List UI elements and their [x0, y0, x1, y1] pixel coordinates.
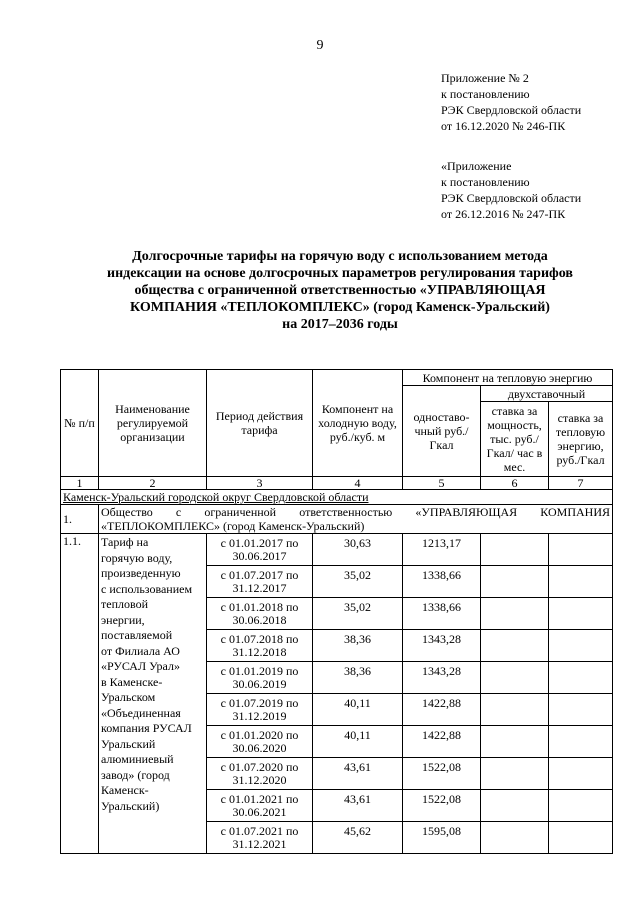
column-number: 2 — [99, 477, 207, 490]
capacity-rate-value — [481, 566, 549, 598]
single-rate-value: 1595,08 — [403, 822, 481, 854]
energy-rate-value — [549, 662, 613, 694]
energy-rate-value — [549, 630, 613, 662]
header-two-rate: двухставочный — [481, 386, 613, 402]
tariff-description-line: произведенную — [101, 566, 181, 580]
column-number: 7 — [549, 477, 613, 490]
tariff-description-line: энергии, — [101, 612, 145, 627]
period-to: 31.12.2020 — [232, 772, 287, 787]
title-line: общества с ограниченной ответственностью «УПРАВЛЯЮЩАЯ — [134, 283, 546, 298]
tariff-description-line: тепловой — [101, 597, 148, 611]
capacity-rate-value — [481, 598, 549, 630]
period-to: 31.12.2019 — [232, 708, 287, 723]
cold-water-value: 38,36 — [313, 662, 403, 694]
tariff-description-line: в Каменске- — [101, 674, 163, 689]
period-from: с 01.01.2018 по — [220, 599, 299, 614]
header-cold-water: Компонент на холодную воду, руб./куб. м — [313, 370, 403, 477]
column-number: 4 — [313, 477, 403, 490]
energy-rate-value — [549, 534, 613, 566]
annex-line: от 16.12.2020 № 246-ПК — [441, 119, 566, 133]
document-title — [60, 248, 620, 333]
period-cell — [207, 726, 313, 758]
single-rate-value: 1213,17 — [403, 534, 481, 566]
tariff-description-line: поставляемой — [101, 628, 173, 642]
capacity-rate-value — [481, 534, 549, 566]
period-cell — [207, 694, 313, 726]
capacity-rate-value — [481, 758, 549, 790]
single-rate-value: 1422,88 — [403, 694, 481, 726]
energy-rate-value — [549, 598, 613, 630]
period-from: с 01.01.2021 по — [220, 791, 299, 806]
period-cell — [207, 598, 313, 630]
energy-rate-value — [549, 758, 613, 790]
period-from: с 01.07.2019 по — [220, 695, 299, 710]
period-to: 31.12.2021 — [232, 836, 287, 851]
single-rate-value: 1338,66 — [403, 566, 481, 598]
annex-line: к постановлению — [441, 175, 530, 189]
period-to: 30.06.2021 — [232, 804, 287, 819]
energy-rate-value — [549, 694, 613, 726]
period-to: 31.12.2017 — [232, 580, 287, 595]
tariff-description-line: Уральский) — [101, 798, 160, 813]
capacity-rate-value — [481, 822, 549, 854]
period-to: 30.06.2017 — [232, 548, 287, 563]
period-to: 31.12.2018 — [232, 644, 287, 659]
column-number: 3 — [207, 477, 313, 490]
period-cell — [207, 566, 313, 598]
period-cell — [207, 630, 313, 662]
tariff-description-line: завод» (город — [101, 767, 170, 782]
title-line: КОМПАНИЯ «ТЕПЛОКОМПЛЕКС» (город Каменск-Уральский) — [130, 300, 550, 315]
energy-rate-value — [549, 822, 613, 854]
org-name-line: «ТЕПЛОКОМПЛЕКС» (город Каменск-Уральский) — [101, 519, 365, 533]
tariff-description-line: «РУСАЛ Урал» — [101, 659, 180, 673]
single-rate-value: 1343,28 — [403, 662, 481, 694]
tariff-table — [60, 369, 613, 854]
column-number: 5 — [403, 477, 481, 490]
cold-water-value: 40,11 — [313, 726, 403, 758]
table-row — [61, 534, 613, 566]
tariff-description-line: с использованием — [101, 581, 193, 596]
annex-line: от 26.12.2016 № 247-ПК — [441, 207, 566, 221]
capacity-rate-value — [481, 694, 549, 726]
region-heading: Каменск-Уральский городской округ Свердловской области — [61, 490, 613, 505]
tariff-description-line: компания РУСАЛ — [101, 721, 192, 735]
org-name-line: Общество с ограниченной ответственностью «УПРАВЛЯЮЩАЯ КОМПАНИЯ — [101, 505, 611, 519]
energy-rate-value — [549, 726, 613, 758]
title-line: индексации на основе долгосрочных параметров регулирования тарифов — [107, 266, 573, 281]
tariff-description-line: Уральском — [101, 690, 156, 704]
single-rate-value: 1422,88 — [403, 726, 481, 758]
tariff-description-line: горячую воду, — [101, 550, 173, 565]
period-from: с 01.07.2021 по — [220, 823, 299, 838]
capacity-rate-value — [481, 630, 549, 662]
tariff-description-line: Тариф на — [101, 535, 149, 549]
annex-line: РЭК Свердловской области — [441, 191, 582, 205]
header-period: Период действия тарифа — [207, 370, 313, 477]
period-to: 30.06.2019 — [232, 676, 287, 691]
cold-water-value: 38,36 — [313, 630, 403, 662]
period-to: 30.06.2020 — [232, 740, 287, 755]
tariff-description-line: «Объединенная — [101, 705, 181, 720]
period-cell — [207, 534, 313, 566]
org-number: 1. — [61, 505, 99, 534]
energy-rate-value — [549, 790, 613, 822]
period-from: с 01.07.2017 по — [220, 567, 299, 582]
title-line: Долгосрочные тарифы на горячую воду с использованием метода — [132, 249, 548, 264]
period-cell — [207, 790, 313, 822]
tariff-description — [99, 534, 207, 854]
sub-item-number: 1.1. — [61, 534, 99, 854]
single-rate-value: 1522,08 — [403, 758, 481, 790]
cold-water-value: 35,02 — [313, 566, 403, 598]
cold-water-value: 40,11 — [313, 694, 403, 726]
annex-line: к постановлению — [441, 87, 530, 101]
page-number: 9 — [316, 38, 324, 53]
header-org-name: Наименование регулируемой организации — [99, 370, 207, 477]
period-cell — [207, 758, 313, 790]
tariff-description-line: Каменск- — [101, 783, 149, 797]
annex-reference-old — [441, 158, 581, 222]
capacity-rate-value — [481, 662, 549, 694]
period-from: с 01.07.2020 по — [220, 759, 299, 774]
single-rate-value: 1522,08 — [403, 790, 481, 822]
tariff-description-line: Уральский — [101, 736, 156, 751]
single-rate-value: 1338,66 — [403, 598, 481, 630]
column-number: 6 — [481, 477, 549, 490]
header-num: № п/п — [61, 370, 99, 477]
cold-water-value: 43,61 — [313, 758, 403, 790]
tariff-description-line: от Филиала АО — [101, 643, 180, 658]
annex-reference-new — [441, 70, 581, 134]
header-heat-component: Компонент на тепловую энергию — [403, 370, 613, 386]
period-from: с 01.07.2018 по — [220, 631, 299, 646]
period-from: с 01.01.2020 по — [220, 727, 299, 742]
capacity-rate-value — [481, 790, 549, 822]
period-from: с 01.01.2017 по — [220, 535, 299, 550]
period-cell — [207, 822, 313, 854]
tariff-description-line: алюминиевый — [101, 752, 174, 766]
annex-line: РЭК Свердловской области — [441, 103, 582, 117]
header-single-rate: одноставочный руб./Гкал — [403, 386, 481, 477]
cold-water-value: 45,62 — [313, 822, 403, 854]
header-capacity-rate: ставка за мощность, тыс. руб./Гкал/ час в мес. — [481, 402, 549, 477]
cold-water-value: 35,02 — [313, 598, 403, 630]
header-energy-rate: ставка за тепловую энергию, руб./Гкал — [549, 402, 613, 477]
org-name — [99, 505, 613, 534]
energy-rate-value — [549, 566, 613, 598]
period-from: с 01.01.2019 по — [220, 663, 299, 678]
title-line: на 2017–2036 годы — [282, 317, 398, 332]
column-number: 1 — [61, 477, 99, 490]
cold-water-value: 30,63 — [313, 534, 403, 566]
single-rate-value: 1343,28 — [403, 630, 481, 662]
annex-line: Приложение № 2 — [441, 71, 529, 85]
period-to: 30.06.2018 — [232, 612, 287, 627]
cold-water-value: 43,61 — [313, 790, 403, 822]
annex-line: «Приложение — [441, 159, 512, 173]
period-cell — [207, 662, 313, 694]
capacity-rate-value — [481, 726, 549, 758]
